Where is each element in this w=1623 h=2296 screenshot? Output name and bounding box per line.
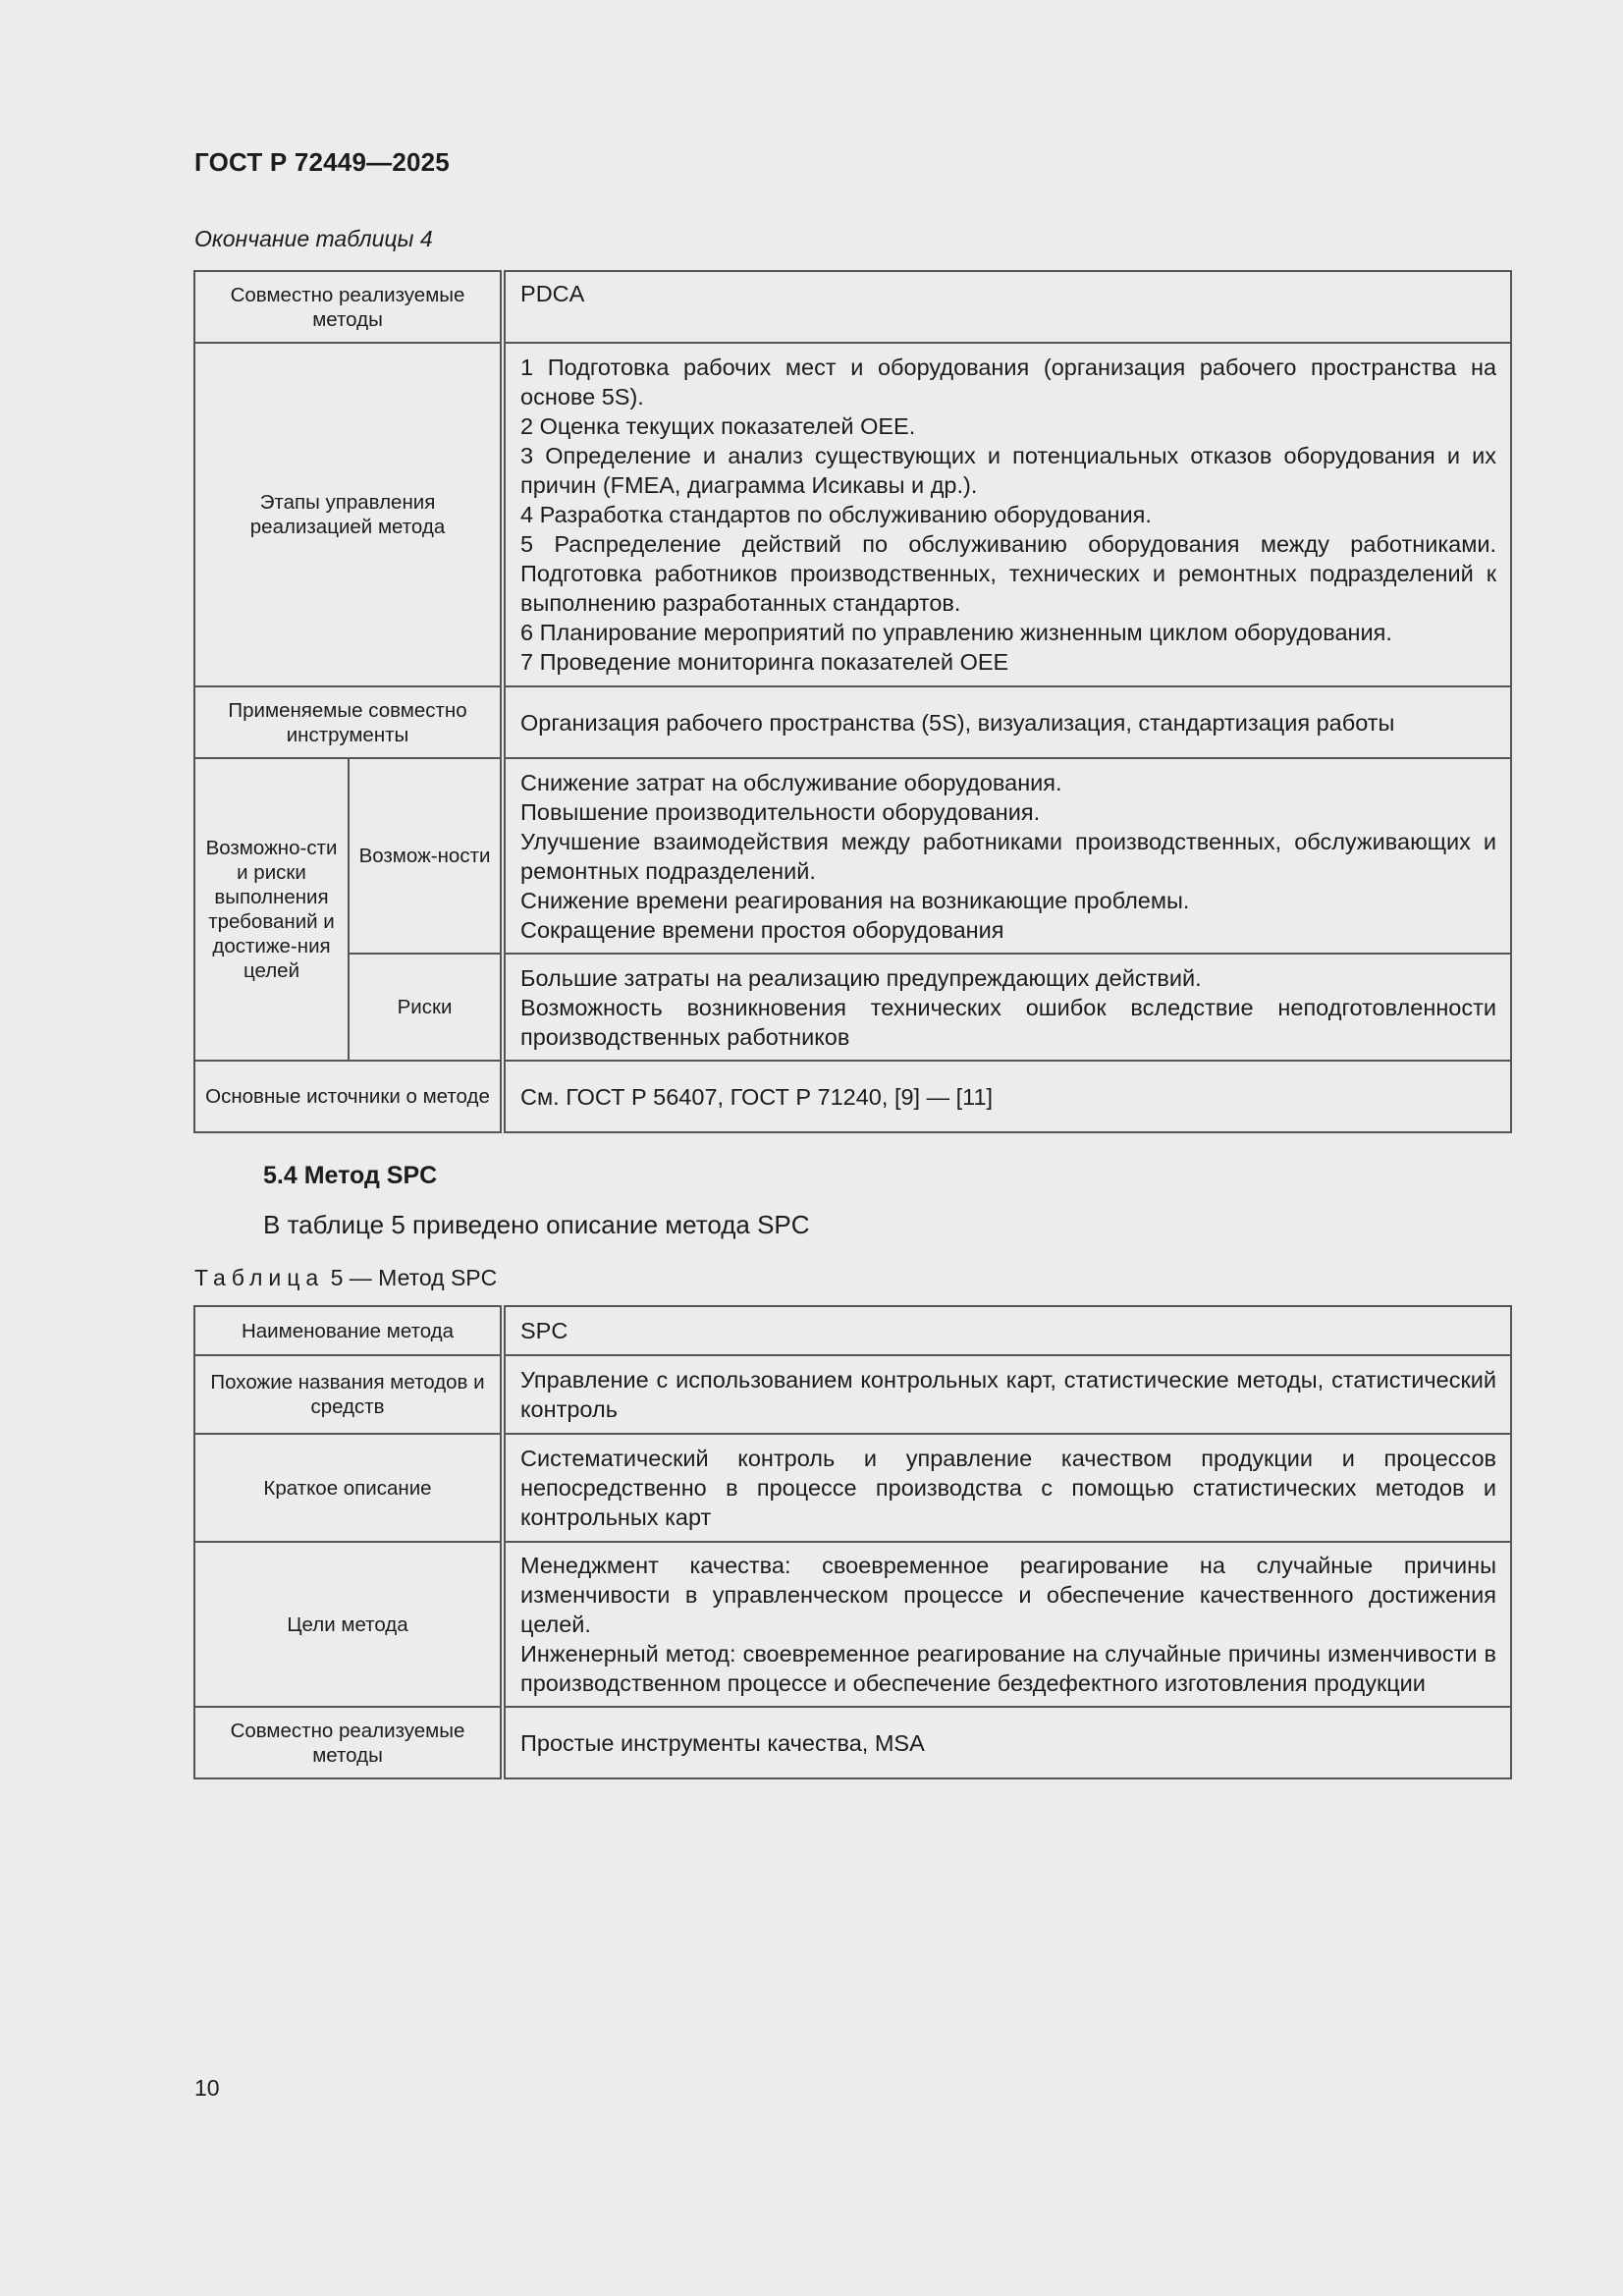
stage-item: 4 Разработка стандартов по обслуживанию оборудования. bbox=[520, 502, 1152, 527]
caption-word: Таблица bbox=[194, 1265, 325, 1290]
row-label: Краткое описание bbox=[194, 1434, 503, 1542]
row-label-tools: Применяемые совместно инструменты bbox=[194, 686, 503, 758]
row-value: SPC bbox=[503, 1306, 1511, 1355]
row-value-opportunities bbox=[503, 758, 1511, 954]
row-label: Похожие названия методов и средств bbox=[194, 1355, 503, 1434]
risk-item: Возможность возникновения технических ошибок вследствие неподготовленности производственных работников bbox=[520, 994, 1497, 1050]
row-label: Совместно реализуемые методы bbox=[194, 1707, 503, 1778]
row-value: Управление с использованием контрольных карт, статистические методы, статистический контроль bbox=[503, 1355, 1511, 1434]
row-label-sources: Основные источники о методе bbox=[194, 1061, 503, 1132]
goal-item: Инженерный метод: своевременное реагирование на случайные причины изменчивости в производственном процессе и обеспечение бездефектного изготовления продукции bbox=[520, 1641, 1496, 1696]
stage-item: 3 Определение и анализ существующих и потенциальных отказов оборудования и их причин (FMEA, диаграмма Исикавы и др.). bbox=[520, 443, 1497, 498]
opportunity-item: Улучшение взаимодействия между работниками производственных, обслуживающих и ремонтных подразделений. bbox=[520, 828, 1497, 884]
row-label-opportunities-risks: Возможно-сти и риски выполнения требований и достиже-ния целей bbox=[194, 758, 349, 1061]
row-label-joint-methods: Совместно реализуемые методы bbox=[194, 271, 503, 343]
risk-item: Большие затраты на реализацию предупреждающих действий. bbox=[520, 964, 1202, 991]
caption-title: 5 — Метод SPC bbox=[330, 1265, 498, 1290]
sublabel-risks: Риски bbox=[349, 954, 503, 1061]
row-label: Наименование метода bbox=[194, 1306, 503, 1355]
table-row bbox=[194, 1434, 1511, 1542]
row-label: Цели метода bbox=[194, 1542, 503, 1707]
table-row bbox=[194, 271, 1511, 343]
stage-item: 6 Планирование мероприятий по управлению жизненным циклом оборудования. bbox=[520, 620, 1392, 645]
row-value: Систематический контроль и управление качеством продукции и процессов непосредственно в процессе производства с помощью статистических методов и контрольных карт bbox=[503, 1434, 1511, 1542]
goal-item: Менеджмент качества: своевременное реагирование на случайные причины изменчивости в управленческом процессе и обеспечение качественного достижения целей. bbox=[520, 1553, 1496, 1637]
table-row bbox=[194, 686, 1511, 758]
row-value bbox=[503, 1542, 1511, 1707]
section-intro: В таблице 5 приведено описание метода SPC bbox=[263, 1210, 810, 1239]
row-value-sources: См. ГОСТ Р 56407, ГОСТ Р 71240, [9] — [11] bbox=[503, 1061, 1511, 1132]
table-4-continuation-caption: Окончание таблицы 4 bbox=[194, 226, 433, 251]
row-label-stages: Этапы управления реализацией метода bbox=[194, 343, 503, 686]
table-4 bbox=[193, 270, 1512, 1133]
table-row bbox=[194, 1061, 1511, 1132]
stage-item: 2 Оценка текущих показателей OEE. bbox=[520, 413, 916, 439]
table-row bbox=[194, 1707, 1511, 1778]
table-row bbox=[194, 1542, 1511, 1707]
stage-item: 7 Проведение мониторинга показателей OEE bbox=[520, 649, 1009, 675]
row-value-risks bbox=[503, 954, 1511, 1061]
row-value-tools: Организация рабочего пространства (5S), визуализация, стандартизация работы bbox=[503, 686, 1511, 758]
opportunity-item: Снижение времени реагирования на возникающие проблемы. bbox=[520, 887, 1190, 913]
row-value-stages bbox=[503, 343, 1511, 686]
table-5 bbox=[193, 1305, 1512, 1779]
table-row bbox=[194, 758, 1511, 954]
table-5-caption bbox=[194, 1265, 497, 1291]
table-row bbox=[194, 954, 1511, 1061]
stage-item: 1 Подготовка рабочих мест и оборудования (организация рабочего пространства на основе 5S). bbox=[520, 355, 1497, 410]
table-row bbox=[194, 1306, 1511, 1355]
row-value-joint-methods: PDCA bbox=[503, 271, 1511, 343]
row-value: Простые инструменты качества, MSA bbox=[503, 1707, 1511, 1778]
document-header: ГОСТ Р 72449—2025 bbox=[194, 147, 450, 177]
sublabel-opportunities: Возмож-ности bbox=[349, 758, 503, 954]
page-number: 10 bbox=[194, 2075, 220, 2101]
section-heading: 5.4 Метод SPC bbox=[263, 1162, 438, 1189]
opportunity-item: Снижение затрат на обслуживание оборудования. bbox=[520, 769, 1062, 795]
stage-item: 5 Распределение действий по обслуживанию оборудования между работниками. Подготовка работников производственных, технических и ремонтных подразделений к выполнению разработанных стандартов. bbox=[520, 531, 1497, 616]
opportunity-item: Повышение производительности оборудования. bbox=[520, 798, 1041, 825]
table-row bbox=[194, 343, 1511, 686]
opportunity-item: Сокращение времени простоя оборудования bbox=[520, 916, 1004, 943]
table-row bbox=[194, 1355, 1511, 1434]
